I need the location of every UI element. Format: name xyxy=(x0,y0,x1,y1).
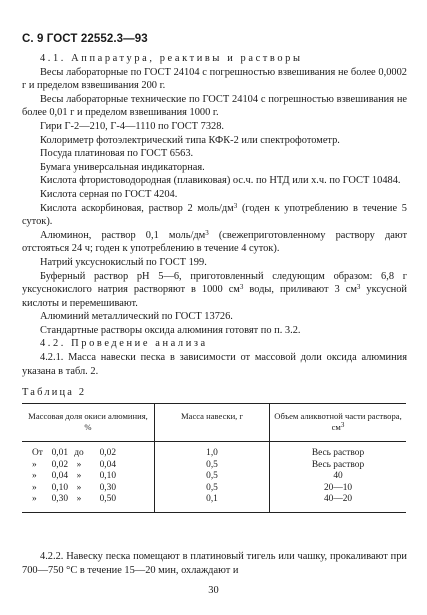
paragraph: Кислота фтористоводородная (плавиковая) ос.ч. по НТД или х.ч. по ГОСТ 10484. xyxy=(40,175,401,187)
mass-cell: 0,5 xyxy=(155,483,270,495)
table-header-row xyxy=(22,404,406,442)
range-from: 0,04 xyxy=(51,471,68,482)
paragraph: Стандартные растворы оксида алюминия готовят по п. 3.2. xyxy=(40,324,301,336)
table-row xyxy=(22,460,406,472)
paragraph: Весы лабораторные технические по ГОСТ 24104 с погрешностью взвешивания не более 0,01 г и пределом взвешивания 1000 г. xyxy=(22,93,407,119)
range-cell xyxy=(22,442,155,460)
range-prefix: » xyxy=(32,471,37,482)
range-to-word: » xyxy=(76,494,82,505)
text: Алюминон, раствор 0,1 моль/дм xyxy=(40,229,206,241)
table-row xyxy=(22,471,406,483)
mass-cell: 1,0 xyxy=(155,442,270,460)
text: (свежеприготовленному раствору дают отстояться 24 ч; годен к употреблению в течение 4 суток). xyxy=(22,229,408,255)
table-row xyxy=(22,442,406,460)
range-prefix: » xyxy=(32,482,37,493)
table-caption: Таблица 2 xyxy=(22,387,87,398)
table-row xyxy=(22,483,406,495)
footer-paragraph-container xyxy=(22,550,407,577)
volume-cell: 40 xyxy=(270,471,407,483)
page-number: 30 xyxy=(208,585,219,596)
text: Кислота аскорбиновая, раствор 2 моль/дм xyxy=(40,202,234,214)
range-from: 0,10 xyxy=(51,482,68,493)
paragraph: Весы лабораторные по ГОСТ 24104 с погрешностью взвешивания не более 0,0002 г и пределом взвешивания 200 г. xyxy=(22,66,407,92)
range-prefix: От xyxy=(32,448,43,458)
volume-cell: Весь раствор xyxy=(270,442,407,460)
paragraph: 4.2.1. Масса навески песка в зависимости от массовой доли оксида алюминия указана в табл. 2. xyxy=(22,352,407,377)
range-cell xyxy=(22,471,155,483)
range-to: 0,02 xyxy=(99,448,116,458)
paragraph: Колориметр фотоэлектрический типа КФК-2 или спектрофотометр. xyxy=(40,134,340,146)
column-header-alumina-share: Массовая доля окиси алюминия, % xyxy=(22,404,155,442)
superscript: 3 xyxy=(239,283,244,292)
paragraph: Кислота серная по ГОСТ 4204. xyxy=(40,188,178,200)
range-to-word: до xyxy=(74,448,84,458)
section-4-2-title: 4.2. Проведение анализа xyxy=(40,338,208,350)
data-table xyxy=(22,403,406,513)
table-row xyxy=(22,494,406,512)
paragraph: Бумага универсальная индикаторная. xyxy=(40,161,205,173)
paragraph: Посуда платиновая по ГОСТ 6563. xyxy=(40,148,194,160)
range-cell xyxy=(22,494,155,512)
paragraph: Алюминий металлический по ГОСТ 13726. xyxy=(40,311,233,323)
page-header: С. 9 ГОСТ 22552.3—93 xyxy=(22,33,148,45)
range-prefix: » xyxy=(32,459,37,470)
range-from: 0,02 xyxy=(51,459,68,470)
column-header-sample-mass: Масса навески, г xyxy=(155,404,270,442)
volume-cell: Весь раствор xyxy=(270,460,407,472)
text: уксусной кислоты и перемешивают. xyxy=(22,284,407,309)
paragraph: Гири Г-2—210, Г-4—1110 по ГОСТ 7328. xyxy=(40,120,225,132)
paragraph: Натрий уксуснокислый по ГОСТ 199. xyxy=(40,256,207,268)
range-to-word: » xyxy=(76,459,82,470)
superscript: 3 xyxy=(205,228,209,237)
paragraph xyxy=(22,229,407,256)
range-from: 0,30 xyxy=(51,494,68,505)
range-cell xyxy=(22,460,155,472)
document-body xyxy=(22,52,407,378)
volume-cell: 40—20 xyxy=(270,494,407,512)
text: воды, приливают 3 см xyxy=(243,284,357,296)
superscript: 3 xyxy=(233,201,238,210)
mass-cell: 0,5 xyxy=(155,471,270,483)
paragraph xyxy=(22,202,407,229)
volume-cell: 20—10 xyxy=(270,483,407,495)
range-prefix: » xyxy=(32,494,37,505)
superscript: 3 xyxy=(340,420,345,429)
text: Буферный раствор pH 5—6, приготовленный следующим образом: 6,8 г уксуснокислого натрия растворяют в 1000 см xyxy=(22,270,407,296)
paragraph xyxy=(22,270,407,311)
range-to: 0,30 xyxy=(99,482,116,493)
range-cell xyxy=(22,483,155,495)
text: (годен к употреблению в течение 5 суток). xyxy=(22,202,408,228)
section-4-1-title: 4.1. Аппаратура, реактивы и растворы xyxy=(40,53,303,64)
superscript: 3 xyxy=(356,283,361,292)
mass-cell: 0,1 xyxy=(155,494,270,512)
range-to: 0,10 xyxy=(99,471,116,482)
range-to: 0,04 xyxy=(99,459,116,470)
text: Объем аликвотной части раствора, см xyxy=(274,411,402,432)
paragraph: 4.2.2. Навеску песка помещают в платиновый тигель или чашку, прокаливают при 700—750 °С в течение 15—20 мин, охлаждают и xyxy=(22,551,407,576)
range-to-word: » xyxy=(76,482,82,493)
mass-cell: 0,5 xyxy=(155,460,270,472)
column-header-aliquot-volume xyxy=(270,404,407,442)
range-from: 0,01 xyxy=(51,448,68,458)
range-to-word: » xyxy=(76,471,82,482)
range-to: 0,50 xyxy=(99,494,116,505)
